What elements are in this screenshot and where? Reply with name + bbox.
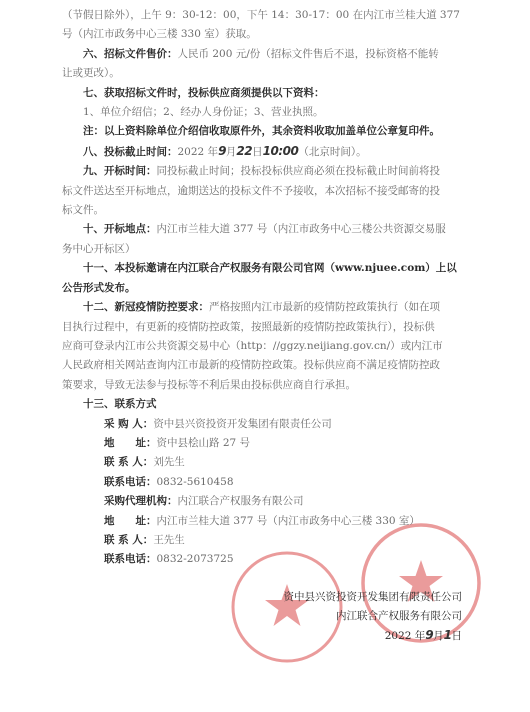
document-body (62, 6, 474, 570)
section-label: 八、投标截止时间： (83, 145, 178, 158)
signature-block (212, 588, 462, 646)
signature-date-year: 2022 年 (384, 630, 426, 642)
section-7-title: 七、获取招标文件时，投标供应商须提供以下资料： (83, 86, 325, 99)
handwritten-day: 22 (236, 143, 253, 158)
agent-label: 采购代理机构： (104, 495, 178, 508)
paragraph-line: 策要求，导致无法参与投标等不利后果由投标供应商自行承担。 (62, 378, 356, 391)
paragraph-line: 目执行过程中，有更新的疫情防控政策，按照最新的疫情防控政策执行），投标供 (62, 320, 435, 333)
handwritten-time: 10:00 (262, 143, 299, 158)
agent-value: 内江联合产权服务有限公司 (177, 495, 304, 508)
signature-date (212, 626, 462, 646)
paragraph-line: 应商可登录内江市公共资源交易中心（http：//ggzy.neijiang.gov.cn/）或内江市 (62, 339, 443, 352)
section-text: 内江市兰桂大道 377 号（内江市政务中心三楼公共资源交易服 (156, 223, 446, 236)
note (62, 122, 474, 141)
signature-org-buyer: 资中县兴资投资开发集团有限责任公司 (283, 591, 462, 603)
agent-address-value: 内江市兰桂大道 377 号（内江市政务中心三楼 330 室） (156, 514, 420, 527)
section-text: 同投标截止时间；投标投标供应商必须在投标截止时间前将投 (156, 165, 440, 178)
signature-date-month-label: 月 (433, 630, 444, 642)
section-text: 严格按照内江市最新的疫情防控政策执行（如在项 (209, 301, 440, 314)
signature-date-day-label: 日 (451, 630, 462, 642)
buyer-phone-label: 联系电话： (104, 475, 157, 488)
section-12 (62, 298, 474, 317)
buyer-phone-row (62, 473, 474, 492)
agent-address-row (62, 512, 474, 531)
section-8 (62, 142, 474, 162)
buyer-contact-value: 刘先生 (153, 456, 185, 469)
section-text: 人民币 200 元/份（招标文件售后不退，投标资格不能转 (177, 47, 439, 60)
section-10 (62, 220, 474, 239)
handwritten-sign-month: 9 (425, 628, 434, 642)
agent-row (62, 492, 474, 511)
buyer-row (62, 415, 474, 434)
section-label: 十、开标地点： (83, 223, 157, 236)
paragraph-line: 标文件。 (62, 204, 104, 217)
section-9 (62, 162, 474, 181)
buyer-phone-value: 0832-5610458 (156, 475, 234, 488)
buyer-contact-label: 联 系 人： (104, 456, 154, 469)
note-text: 以上资料除单位介绍信收取原件外，其余资料收取加盖单位公章复印件。 (104, 125, 440, 138)
signature-org-agent: 内江联合产权服务有限公司 (336, 610, 462, 622)
buyer-address-value: 资中县桧山路 27 号 (156, 436, 251, 449)
buyer-address-row (62, 434, 474, 453)
buyer-address-label: 地 址： (104, 436, 157, 449)
buyer-contact-row (62, 453, 474, 472)
paragraph-line: 号（内江市政务中心三楼 330 室）获取。 (62, 28, 257, 41)
deadline-year: 2022 年 (177, 145, 219, 158)
note-label: 注： (83, 125, 104, 138)
section-7-items: 1、单位介绍信；2、经办人身份证；3、营业执照。 (83, 106, 324, 119)
deadline-tz: （北京时间）。 (298, 145, 367, 158)
agent-phone-row (62, 550, 474, 569)
paragraph-line: 务中心开标区） (62, 242, 136, 255)
agent-contact-label: 联 系 人： (104, 533, 154, 546)
buyer-value: 资中县兴资投资开发集团有限责任公司 (153, 417, 332, 430)
agent-address-label: 地 址： (104, 514, 157, 527)
deadline-month-label: 月 (225, 145, 237, 158)
agent-phone-label: 联系电话： (104, 553, 157, 566)
paragraph-line: 人民政府相关网站查询内江市最新的疫情防控政策。投标供应商不满足疫情防控政 (62, 359, 440, 372)
agent-contact-value: 王先生 (153, 533, 185, 546)
section-11: 十一、本投标邀请在内江联合产权服务有限公司官网（www.njuee.com）上以 (83, 262, 457, 275)
deadline-day-label: 日 (252, 145, 263, 158)
section-label: 十二、新冠疫情防控要求： (83, 301, 209, 314)
handwritten-sign-day: 1 (443, 628, 452, 642)
section-13-title: 十三、联系方式 (83, 398, 157, 411)
handwritten-month: 9 (218, 143, 226, 158)
section-label: 六、招标文件售价： (83, 47, 178, 60)
paragraph-line: 标文件送达至开标地点，逾期送达的投标文件不予接收，本次招标不接受邮寄的投 (62, 184, 440, 197)
paragraph-line: 公告形式发布。 (62, 281, 136, 294)
section-label: 九、开标时间： (83, 165, 157, 178)
buyer-label: 采 购 人： (104, 417, 154, 430)
paragraph-line: （节假日除外），上午 9：30-12：00，下午 14：30-17：00 在内江市兰桂大道 377 (62, 9, 460, 21)
paragraph-line: 让或更改）。 (62, 67, 120, 80)
agent-contact-row (62, 531, 474, 550)
agent-phone-value: 0832-2073725 (156, 553, 234, 566)
section-6 (62, 45, 474, 64)
